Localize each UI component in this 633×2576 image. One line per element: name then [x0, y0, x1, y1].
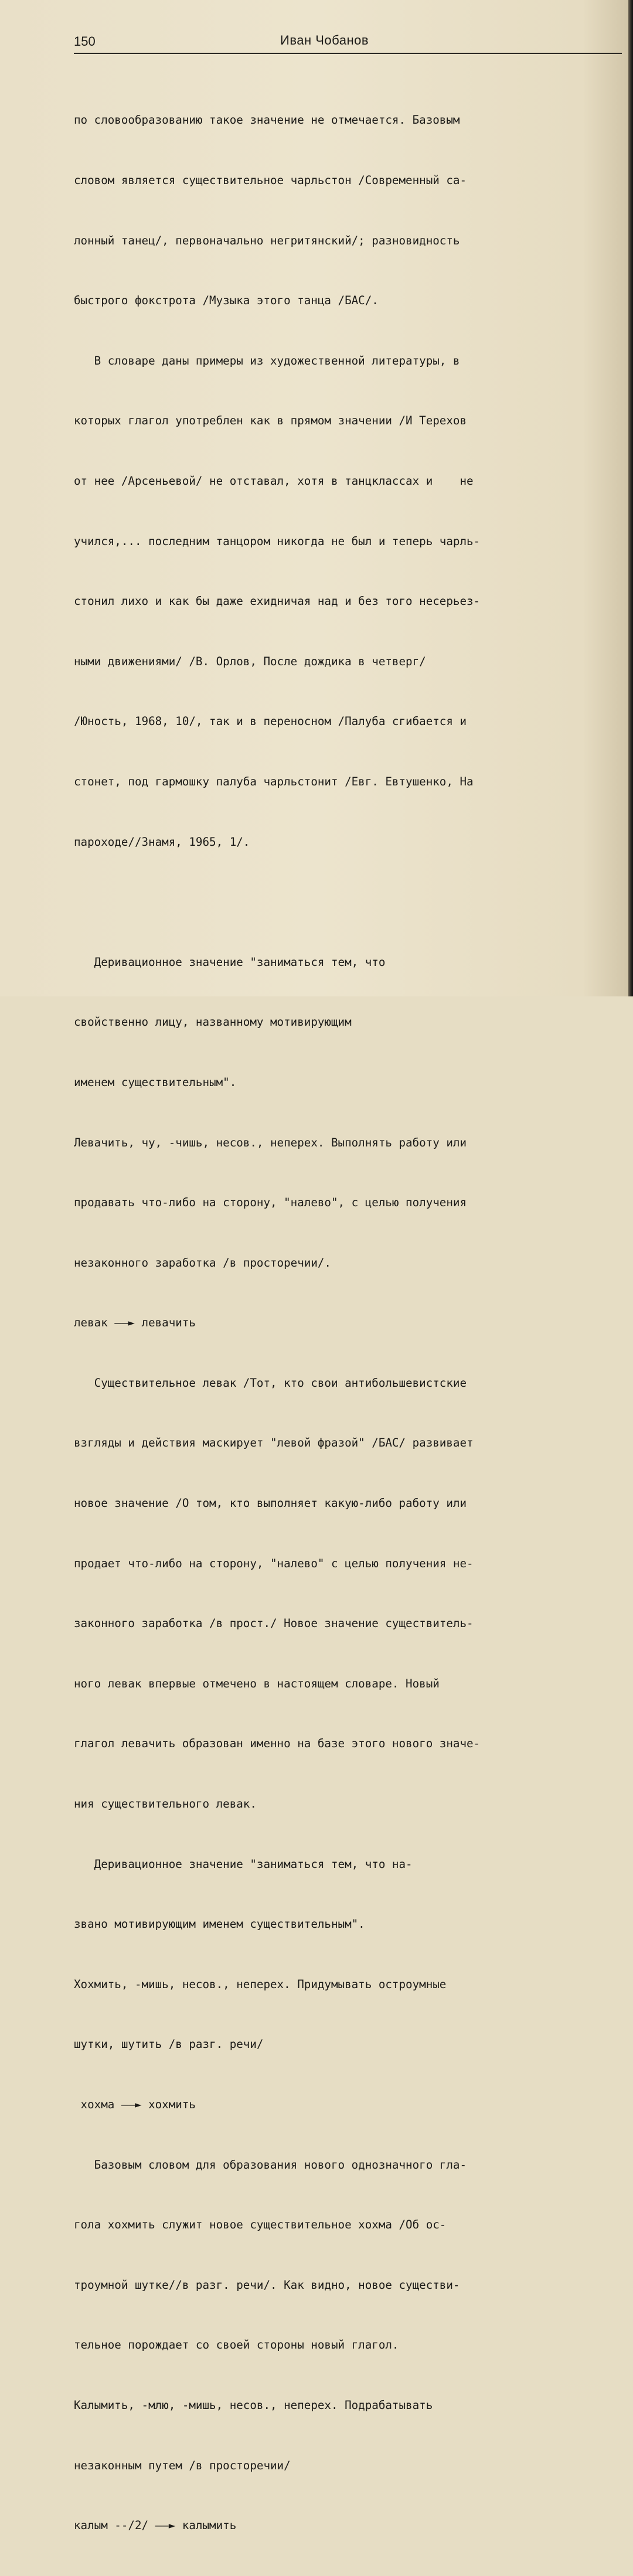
text-line: ного левак впервые отмечено в настоящем словаре. Новый: [74, 1676, 440, 1690]
text-line: стонил лихо и как бы даже ехидничая над и без того несерьез-: [74, 594, 481, 608]
text-line: от нее /Арсеньевой/ не отставал, хотя в танцклассах и не: [74, 474, 474, 488]
derivation-line: хохма ——► хохмить: [74, 2098, 196, 2111]
text-line: троумной шутке//в разг. речи/. Как видно, новое существи-: [74, 2278, 460, 2292]
text-line: продавать что-либо на сторону, "налево", с целью получения: [74, 1196, 467, 1210]
text-line: пароходе//Знамя, 1965, 1/.: [74, 835, 250, 849]
page-edge-shadow: [628, 0, 633, 996]
text-line: звано мотивирующим именем существительным".: [74, 1917, 365, 1931]
text-line: учился,... последним танцором никогда не был и теперь чарль-: [74, 534, 481, 548]
paragraph-gap: [74, 892, 625, 912]
text-line: гола хохмить служит новое существительное хохма /Об ос-: [74, 2218, 447, 2232]
text-line: Калымить, -млю, -мишь, несов., неперех. Подрабатывать: [74, 2398, 433, 2412]
text-line: незаконным путем /в просторечии/: [74, 2458, 291, 2472]
text-line: Левачить, чу, -чишь, несов., неперех. Выполнять работу или: [74, 1135, 467, 1149]
text-line: по словообразованию такое значение не отмечается. Базовым: [74, 113, 460, 127]
text-line: Существительное левак /Тот, кто свои антибольшевистские: [74, 1376, 467, 1390]
page-number: 150: [74, 34, 96, 49]
text-line: свойственно лицу, названному мотивирующим: [74, 1015, 352, 1029]
text-line: ными движениями/ /В. Орлов, После дождика в четверг/: [74, 654, 426, 668]
text-line: быстрого фокстрота /Музыка этого танца /БАС/.: [74, 294, 379, 308]
text-line: Хохмить, -мишь, несов., неперех. Придумывать остроумные: [74, 1977, 447, 1991]
text-line: взгляды и действия маскирует "левой фразой" /БАС/ развивает: [74, 1436, 474, 1450]
text-line: словом является существительное чарльстон /Современный са-: [74, 173, 467, 187]
running-head-author: Иван Чобанов: [280, 33, 369, 47]
text-line: которых глагол употреблен как в прямом значении /И Терехов: [74, 414, 467, 428]
text-line: Деривационное значение "заниматься тем, что: [74, 955, 386, 969]
text-line: продает что-либо на сторону, "налево" с целью получения не-: [74, 1556, 474, 1570]
text-line: шутки, шутить /в разг. речи/: [74, 2037, 264, 2051]
text-line: именем существительным".: [74, 1075, 237, 1089]
text-line: /Юность, 1968, 10/, так и в переносном /Палуба сгибается и: [74, 714, 467, 729]
text-line: глагол левачить образован именно на базе этого нового значе-: [74, 1737, 481, 1751]
text-line: Базовым словом для образования нового однозначного гла-: [74, 2158, 467, 2172]
text-line: новое значение /О том, кто выполняет какую-либо работу или: [74, 1496, 467, 1510]
text-line: стонет, под гармошку палуба чарльстонит /Евг. Евтушенко, На: [74, 774, 474, 788]
text-line: лонный танец/, первоначально негритянский/; разновидность: [74, 233, 460, 247]
derivation-line: левак ——► левачить: [74, 1316, 196, 1330]
text-line: тельное порождает со своей стороны новый глагол.: [74, 2338, 399, 2352]
text-line: законного заработка /в прост./ Новое значение существитель-: [74, 1617, 474, 1631]
body-text: [74, 70, 625, 2576]
text-line: В словаре даны примеры из художественной литературы, в: [74, 353, 460, 367]
derivation-line: калым --/2/ ——► калымить: [74, 2519, 237, 2533]
page-header: [74, 33, 622, 54]
text-line: ния существительного левак.: [74, 1797, 257, 1811]
text-line: незаконного заработка /в просторечии/.: [74, 1255, 331, 1270]
text-line: Деривационное значение "заниматься тем, что на-: [74, 1857, 413, 1871]
